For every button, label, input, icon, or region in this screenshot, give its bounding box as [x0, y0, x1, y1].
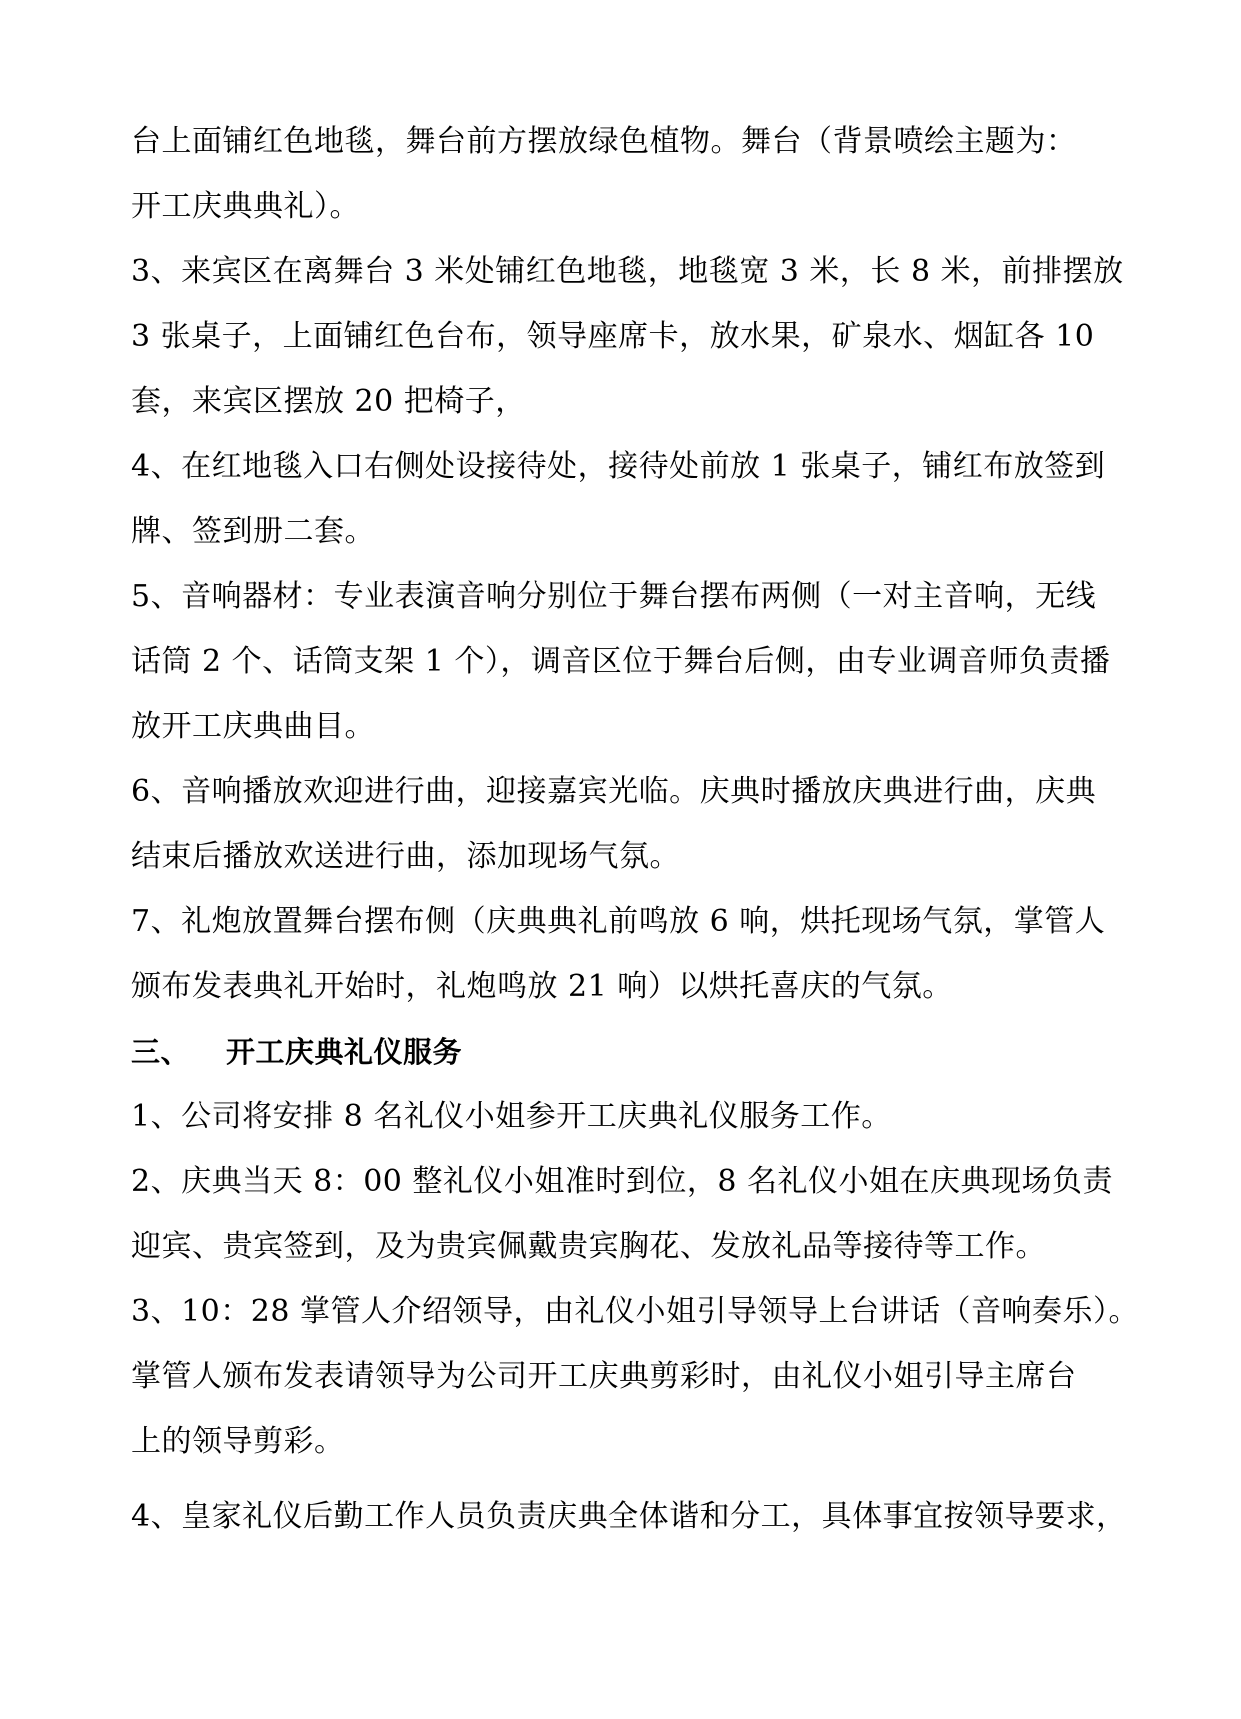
- section-number: 三、: [131, 1035, 191, 1069]
- paragraph-line: 4、在红地毯入口右侧处设接待处，接待处前放 1 张桌子，铺红布放签到: [131, 449, 1106, 484]
- paragraph-line: 台上面铺红色地毯，舞台前方摆放绿色植物。舞台（背景喷绘主题为：: [131, 124, 1077, 159]
- paragraph-line: 牌、签到册二套。: [131, 514, 375, 549]
- paragraph-line: 3、来宾区在离舞台 3 米处铺红色地毯，地毯宽 3 米，长 8 米，前排摆放: [131, 254, 1124, 289]
- paragraph-line: 迎宾、贵宾签到，及为贵宾佩戴贵宾胸花、发放礼品等接待等工作。: [131, 1229, 1046, 1264]
- paragraph-line: 掌管人颁布发表请领导为公司开工庆典剪彩时，由礼仪小姐引导主席台: [131, 1359, 1077, 1394]
- paragraph-line: 6、音响播放欢迎进行曲，迎接嘉宾光临。庆典时播放庆典进行曲，庆典: [131, 774, 1097, 809]
- paragraph-line: 上的领导剪彩。: [131, 1424, 345, 1459]
- paragraph-line: 3、10：28 掌管人介绍领导，由礼仪小姐引导领导上台讲话（音响奏乐）。: [131, 1294, 1139, 1329]
- paragraph-line: 3 张桌子，上面铺红色台布，领导座席卡，放水果，矿泉水、烟缸各 10: [131, 319, 1095, 354]
- paragraph-line: 开工庆典典礼）。: [131, 189, 360, 224]
- paragraph-line: 话筒 2 个、话筒支架 1 个），调音区位于舞台后侧，由专业调音师负责播: [131, 644, 1111, 679]
- paragraph-line: 放开工庆典曲目。: [131, 709, 375, 744]
- section-title: 开工庆典礼仪服务: [226, 1035, 463, 1069]
- paragraph-line: 套，来宾区摆放 20 把椅子，: [131, 384, 526, 419]
- paragraph-line: 2、庆典当天 8：00 整礼仪小姐准时到位，8 名礼仪小姐在庆典现场负责: [131, 1164, 1114, 1199]
- paragraph-line: 4、皇家礼仪后勤工作人员负责庆典全体谐和分工，具体事宜按领导要求，: [131, 1499, 1127, 1534]
- paragraph-line: 颁布发表典礼开始时，礼炮鸣放 21 响）以烘托喜庆的气氛。: [131, 969, 953, 1004]
- paragraph-line: 5、音响器材：专业表演音响分别位于舞台摆布两侧（一对主音响，无线: [131, 579, 1097, 614]
- paragraph-line: 结束后播放欢送进行曲，添加现场气氛。: [131, 839, 680, 874]
- paragraph-line: 7、礼炮放置舞台摆布侧（庆典典礼前鸣放 6 响，烘托现场气氛，掌管人: [131, 904, 1106, 939]
- section-heading: [131, 1032, 462, 1072]
- paragraph-line: 1、公司将安排 8 名礼仪小姐参开工庆典礼仪服务工作。: [131, 1099, 892, 1134]
